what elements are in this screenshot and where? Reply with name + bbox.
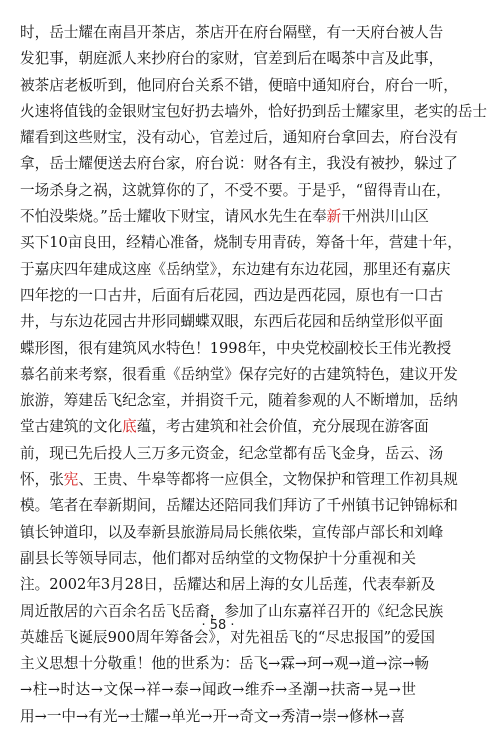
- text-line: [20, 572, 436, 598]
- text-line: [20, 46, 444, 72]
- page-number: · 58 ·: [201, 618, 235, 633]
- text-line: [20, 257, 451, 283]
- text-line: [20, 704, 416, 730]
- text-segment: 于嘉庆四年建成这座《岳纳堂》，东边建有东边花园，那里还有嘉庆: [20, 260, 451, 278]
- text-segment: 井，与东边花园古井形同蝴蝶双眼，东西后花园和岳纳堂形似平面: [20, 313, 444, 331]
- text-segment: 镇长钟道印，以及奉新县旅游局局长熊依柴，宣传部卢部长和刘峰: [20, 523, 444, 541]
- text-line: [20, 336, 452, 362]
- text-line: [20, 677, 416, 703]
- text-segment: 主义思想十分敬重！他的世系为：岳飞→霖→珂→观→道→淙→畅: [20, 655, 430, 673]
- text-segment: 英雄岳飞诞辰900周年筹备会》，对先祖岳飞的“尽忠报国”的爱国: [20, 628, 435, 646]
- text-line: [20, 520, 444, 546]
- text-segment: 一场杀身之祸，这就算你的了，不受不要。于是乎，“留得青山在，: [20, 181, 451, 199]
- text-segment: 旅游，筹建岳飞纪念室，并捐资千元，随着参观的人不断增加，岳纳: [20, 392, 458, 410]
- text-line: [20, 73, 458, 99]
- text-segment: 耀看到这些财宝，没有动心，官差过后，通知府台拿回去，府台没有: [20, 129, 458, 147]
- text-segment: 时，岳士耀在南昌开茶店，茶店开在府台隔壁，有一天府台被人告: [20, 24, 444, 41]
- text-segment: 怀，张: [20, 471, 64, 489]
- text-line: [20, 651, 430, 677]
- text-segment: →柱→时达→文保→祥→泰→闻政→维乔→圣潮→扶斋→晃→世: [20, 681, 416, 699]
- text-line: [20, 467, 458, 493]
- text-line: [20, 388, 458, 414]
- text-segment: 慕名前来考察，很看重《岳纳堂》保存完好的古建筑特色，建议开发: [20, 365, 458, 383]
- text-line: [20, 99, 487, 125]
- text-segment: 蝶形图，很有建筑风水特色！1998年，中央党校副校长王伟光教授: [20, 339, 452, 357]
- text-segment: 用→一中→有光→士耀→单光→开→奇文→秀清→崇→修林→喜: [20, 707, 405, 725]
- text-segment: 堂古建筑的文化: [20, 418, 123, 436]
- text-line: [20, 493, 458, 519]
- text-line: [20, 414, 429, 440]
- text-line: [20, 125, 458, 151]
- text-segment: 周近散居的六百余名岳飞岳裔，参加了山东嘉祥召开的《纪念民族: [20, 602, 444, 620]
- highlighted-char: 新: [326, 208, 342, 226]
- text-line: [20, 151, 458, 177]
- text-segment: 模。笔者在奉新期间，岳耀达还陪同我们拜访了千州镇书记钟锦标和: [20, 497, 458, 515]
- text-segment: 副县长等领导同志，他们都对岳纳堂的文物保护十分重视和关: [20, 549, 416, 567]
- text-segment: 注。2002年3月28日，岳耀达和居上海的女儿岳莲，代表奉新及: [20, 576, 436, 594]
- text-line: [20, 178, 451, 204]
- text-segment: 、王贵、牛皋等都将一应俱全，文物保护和管理工作初具规: [78, 471, 458, 489]
- text-segment: 买下10亩良田，经精心准备，烧制专用青砖，筹备十年，营建十年，: [20, 234, 462, 252]
- text-line: [20, 20, 444, 46]
- text-line: [20, 546, 416, 572]
- text-line: [20, 362, 458, 388]
- text-segment: 被茶店老板听到，他同府台关系不错，便暗中通知府台，府台一听，: [20, 76, 458, 94]
- text-line: [20, 204, 429, 230]
- text-line: [20, 283, 444, 309]
- text-segment: 干州洪川山区: [341, 208, 429, 226]
- text-segment: 发犯事，朝庭派人来抄府台的家财，官差到后在喝茶中言及此事，: [20, 50, 444, 68]
- text-segment: 拿，岳士耀便送去府台家，府台说：财各有主，我没有被抄，躲过了: [20, 155, 458, 173]
- text-segment: 不怕没柴烧。”岳士耀收下财宝，请风水先生在奉: [20, 208, 327, 226]
- text-segment: 火速将值钱的金银财宝包好扔去墙外，恰好扔到岳士耀家里，老实的岳士: [20, 102, 487, 120]
- highlighted-char: 宪: [63, 471, 79, 489]
- text-segment: 蕴，考古建筑和社会价值，充分展现在游客面: [136, 418, 429, 436]
- text-line: [20, 230, 462, 256]
- highlighted-char: 底: [122, 418, 137, 436]
- text-segment: 前，现已先后投人三万多元资金，纪念堂都有岳飞金身，岳云、汤: [20, 444, 444, 462]
- text-line: [20, 309, 444, 335]
- text-line: [20, 441, 444, 467]
- text-segment: 四年挖的一口古井，后面有后花园，西边是西花园，原也有一口古: [20, 286, 444, 304]
